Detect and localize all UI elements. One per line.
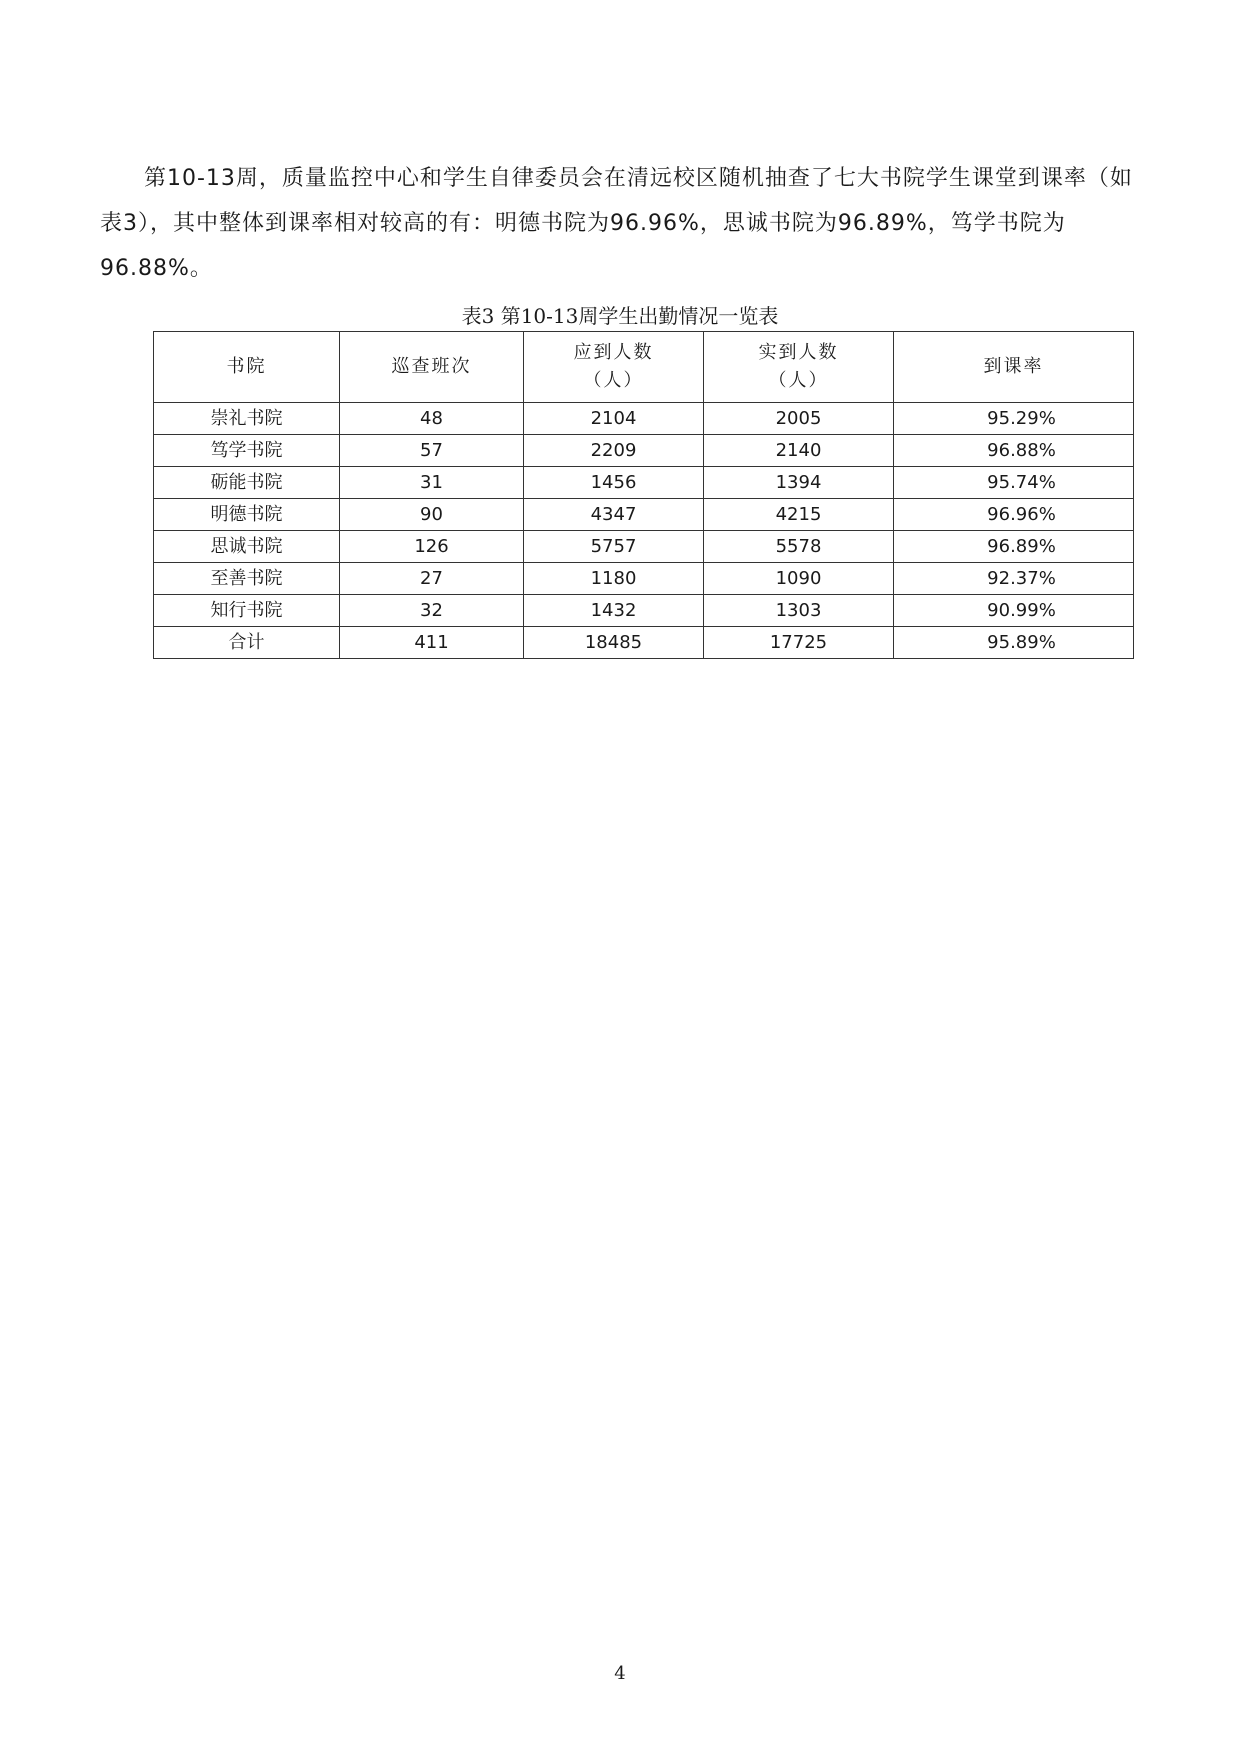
cell-expected: 1456 bbox=[524, 467, 704, 499]
header-rate-label: 到课率 bbox=[983, 356, 1044, 377]
table-row bbox=[154, 467, 1134, 499]
header-college bbox=[154, 332, 340, 403]
table-row bbox=[154, 563, 1134, 595]
cell-inspections: 57 bbox=[340, 435, 524, 467]
cell-rate: 95.89% bbox=[894, 627, 1134, 659]
cell-actual: 1394 bbox=[704, 467, 894, 499]
cell-actual: 17725 bbox=[704, 627, 894, 659]
cell-college: 崇礼书院 bbox=[154, 403, 340, 435]
cell-expected: 1432 bbox=[524, 595, 704, 627]
cell-rate: 96.88% bbox=[894, 435, 1134, 467]
header-expected-unit: （人） bbox=[583, 370, 644, 391]
cell-college: 笃学书院 bbox=[154, 435, 340, 467]
cell-expected: 2104 bbox=[524, 403, 704, 435]
cell-expected: 4347 bbox=[524, 499, 704, 531]
cell-expected: 5757 bbox=[524, 531, 704, 563]
cell-college: 思诚书院 bbox=[154, 531, 340, 563]
table-caption: 表3 第10-13周学生出勤情况一览表 bbox=[461, 304, 779, 328]
header-college-label: 书院 bbox=[226, 356, 267, 377]
cell-rate: 95.29% bbox=[894, 403, 1134, 435]
cell-inspections: 48 bbox=[340, 403, 524, 435]
cell-actual: 1303 bbox=[704, 595, 894, 627]
table-row bbox=[154, 435, 1134, 467]
cell-expected: 2209 bbox=[524, 435, 704, 467]
cell-inspections: 27 bbox=[340, 563, 524, 595]
cell-inspections: 31 bbox=[340, 467, 524, 499]
header-actual bbox=[704, 332, 894, 403]
cell-actual: 2005 bbox=[704, 403, 894, 435]
cell-rate: 96.89% bbox=[894, 531, 1134, 563]
cell-rate: 96.96% bbox=[894, 499, 1134, 531]
cell-expected: 18485 bbox=[524, 627, 704, 659]
cell-college: 至善书院 bbox=[154, 563, 340, 595]
table-total-row bbox=[154, 627, 1134, 659]
header-expected-label: 应到人数 bbox=[573, 342, 654, 363]
cell-college: 砺能书院 bbox=[154, 467, 340, 499]
cell-actual: 2140 bbox=[704, 435, 894, 467]
cell-inspections: 32 bbox=[340, 595, 524, 627]
attendance-table bbox=[153, 331, 1134, 659]
table-header-row bbox=[154, 332, 1134, 403]
cell-expected: 1180 bbox=[524, 563, 704, 595]
header-inspections-label: 巡查班次 bbox=[391, 356, 472, 377]
cell-inspections: 411 bbox=[340, 627, 524, 659]
table-row bbox=[154, 531, 1134, 563]
cell-college: 合计 bbox=[154, 627, 340, 659]
cell-college: 明德书院 bbox=[154, 499, 340, 531]
table-row bbox=[154, 403, 1134, 435]
body-paragraph: 第10-13周，质量监控中心和学生自律委员会在清远校区随机抽查了七大书院学生课堂到课率（如表3），其中整体到课率相对较高的有：明德书院为96.96%，思诚书院为96.89%，笃学书院为96.88%。 bbox=[100, 166, 1133, 281]
cell-inspections: 90 bbox=[340, 499, 524, 531]
cell-rate: 90.99% bbox=[894, 595, 1134, 627]
header-expected bbox=[524, 332, 704, 403]
cell-actual: 4215 bbox=[704, 499, 894, 531]
header-actual-unit: （人） bbox=[768, 370, 829, 391]
table-row bbox=[154, 499, 1134, 531]
page-number: 4 bbox=[614, 1663, 626, 1684]
cell-actual: 5578 bbox=[704, 531, 894, 563]
cell-rate: 92.37% bbox=[894, 563, 1134, 595]
header-rate bbox=[894, 332, 1134, 403]
cell-actual: 1090 bbox=[704, 563, 894, 595]
header-inspections bbox=[340, 332, 524, 403]
header-actual-label: 实到人数 bbox=[758, 342, 839, 363]
cell-rate: 95.74% bbox=[894, 467, 1134, 499]
cell-inspections: 126 bbox=[340, 531, 524, 563]
cell-college: 知行书院 bbox=[154, 595, 340, 627]
table-row bbox=[154, 595, 1134, 627]
